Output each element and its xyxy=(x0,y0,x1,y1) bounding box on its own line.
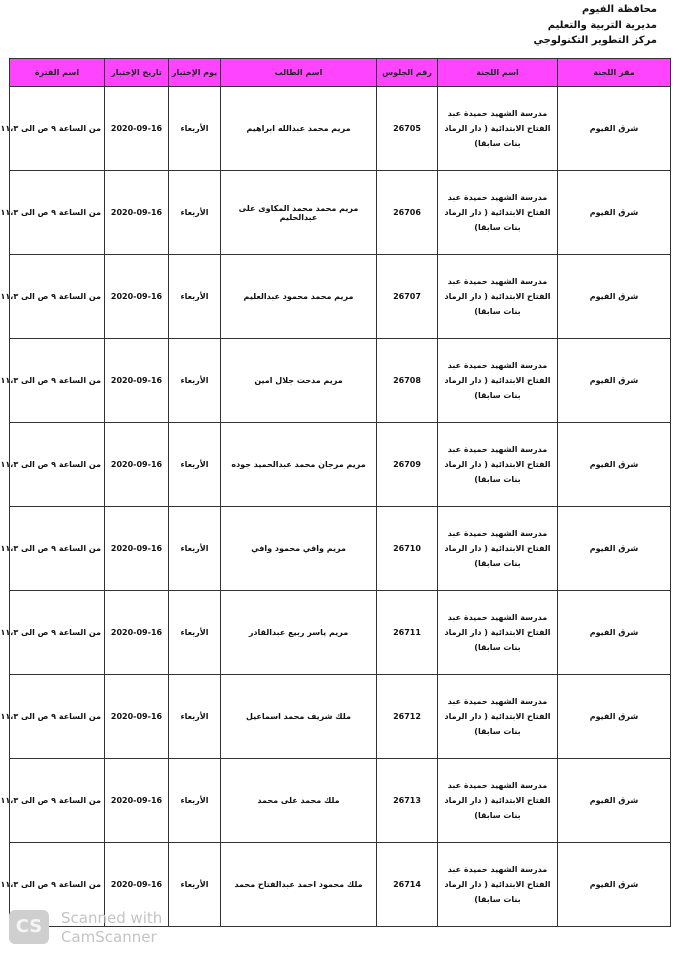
center-cell: مدرسة الشهيد حميدة عبد الفتاح الابتدائية ( دار الرماد بنات سابقا) xyxy=(438,339,558,423)
seat-number-cell: 26709 xyxy=(377,423,438,507)
table-row xyxy=(10,759,671,843)
seat-number-cell: 26714 xyxy=(377,843,438,927)
student-name-cell: مريم مرجان محمد عبدالحميد جوده xyxy=(221,423,377,507)
table-row xyxy=(10,423,671,507)
governorate-title: محافظة الفيوم xyxy=(581,4,657,15)
exam-day-cell: الأربعاء xyxy=(169,507,221,591)
period-cell: من الساعة ۹ ص الى ۱۱،۳ xyxy=(10,339,105,423)
exam-day-cell: الأربعاء xyxy=(169,675,221,759)
exam-date-cell: 2020-09-16 xyxy=(105,759,169,843)
period-cell: من الساعة ۹ ص الى ۱۱،۳ xyxy=(10,423,105,507)
seat-number-cell: 26706 xyxy=(377,171,438,255)
exam-date-cell: 2020-09-16 xyxy=(105,591,169,675)
exam-date-cell: 2020-09-16 xyxy=(105,675,169,759)
period-cell: من الساعة ۹ ص الى ۱۱،۳ xyxy=(10,675,105,759)
period-cell: من الساعة ۹ ص الى ۱۱،۳ xyxy=(10,171,105,255)
student-name-cell: ملك محمد على محمد xyxy=(221,759,377,843)
table-row xyxy=(10,171,671,255)
exam-day-cell: الأربعاء xyxy=(169,171,221,255)
region-cell: شرق الفيوم xyxy=(558,171,671,255)
seat-number-cell: 26710 xyxy=(377,507,438,591)
table-body xyxy=(0,87,671,927)
center-cell: مدرسة الشهيد حميدة عبد الفتاح الابتدائية ( دار الرماد بنات سابقا) xyxy=(438,591,558,675)
center-cell: مدرسة الشهيد حميدة عبد الفتاح الابتدائية ( دار الرماد بنات سابقا) xyxy=(438,87,558,171)
exam-date-cell: 2020-09-16 xyxy=(105,843,169,927)
watermark-line2: CamScanner xyxy=(61,928,157,946)
watermark-line1: Scanned with xyxy=(61,909,163,927)
table-row xyxy=(10,675,671,759)
center-cell: مدرسة الشهيد حميدة عبد الفتاح الابتدائية ( دار الرماد بنات سابقا) xyxy=(438,843,558,927)
region-cell: شرق الفيوم xyxy=(558,255,671,339)
exam-date-cell: 2020-09-16 xyxy=(105,255,169,339)
document-header xyxy=(357,2,657,49)
exam-day-cell: الأربعاء xyxy=(169,591,221,675)
table-row xyxy=(10,507,671,591)
student-name-cell: ملك شريف محمد اسماعيل xyxy=(221,675,377,759)
region-cell: شرق الفيوم xyxy=(558,339,671,423)
col-header-day: يوم الإختبار xyxy=(169,59,221,87)
seat-number-cell: 26707 xyxy=(377,255,438,339)
period-cell: من الساعة ۹ ص الى ۱۱،۳ xyxy=(10,87,105,171)
seat-number-cell: 26705 xyxy=(377,87,438,171)
table-row xyxy=(10,87,671,171)
seat-number-cell: 26712 xyxy=(377,675,438,759)
seat-number-cell: 26708 xyxy=(377,339,438,423)
period-cell: من الساعة ۹ ص الى ۱۱،۳ xyxy=(10,507,105,591)
exam-date-cell: 2020-09-16 xyxy=(105,423,169,507)
exam-day-cell: الأربعاء xyxy=(169,339,221,423)
exam-date-cell: 2020-09-16 xyxy=(105,171,169,255)
exam-day-cell: الأربعاء xyxy=(169,843,221,927)
center-cell: مدرسة الشهيد حميدة عبد الفتاح الابتدائية ( دار الرماد بنات سابقا) xyxy=(438,423,558,507)
col-header-student: اسم الطالب xyxy=(221,59,377,87)
exam-day-cell: الأربعاء xyxy=(169,759,221,843)
center-cell: مدرسة الشهيد حميدة عبد الفتاح الابتدائية ( دار الرماد بنات سابقا) xyxy=(438,255,558,339)
period-cell: من الساعة ۹ ص الى ۱۱،۳ xyxy=(10,591,105,675)
exam-day-cell: الأربعاء xyxy=(169,255,221,339)
col-header-seat: رقم الجلوس xyxy=(377,59,438,87)
exam-day-cell: الأربعاء xyxy=(169,423,221,507)
exam-date-cell: 2020-09-16 xyxy=(105,87,169,171)
center-cell: مدرسة الشهيد حميدة عبد الفتاح الابتدائية ( دار الرماد بنات سابقا) xyxy=(438,759,558,843)
center-cell: مدرسة الشهيد حميدة عبد الفتاح الابتدائية ( دار الرماد بنات سابقا) xyxy=(438,675,558,759)
table-header-row xyxy=(10,59,671,87)
exam-day-cell: الأربعاء xyxy=(169,87,221,171)
region-cell: شرق الفيوم xyxy=(558,87,671,171)
center-cell: مدرسة الشهيد حميدة عبد الفتاح الابتدائية ( دار الرماد بنات سابقا) xyxy=(438,507,558,591)
region-cell: شرق الفيوم xyxy=(558,759,671,843)
center-title: مركز التطوير التكنولوجي xyxy=(533,35,657,46)
period-cell: من الساعة ۹ ص الى ۱۱،۳ xyxy=(10,255,105,339)
student-name-cell: ملك محمود احمد عبدالفتاح محمد xyxy=(221,843,377,927)
seat-number-cell: 26711 xyxy=(377,591,438,675)
region-cell: شرق الفيوم xyxy=(558,675,671,759)
exam-date-cell: 2020-09-16 xyxy=(105,507,169,591)
period-cell: من الساعة ۹ ص الى ۱۱،۳ xyxy=(10,843,105,927)
camscanner-watermark xyxy=(9,908,209,948)
student-name-cell: مريم وافي محمود وافي xyxy=(221,507,377,591)
col-header-region: مقر اللجنة xyxy=(558,59,671,87)
region-cell: شرق الفيوم xyxy=(558,423,671,507)
region-cell: شرق الفيوم xyxy=(558,507,671,591)
student-name-cell: مريم مدحت جلال امين xyxy=(221,339,377,423)
student-name-cell: مريم محمد محمود عبدالعليم xyxy=(221,255,377,339)
table-row xyxy=(10,255,671,339)
region-cell: شرق الفيوم xyxy=(558,591,671,675)
exam-date-cell: 2020-09-16 xyxy=(105,339,169,423)
table-row xyxy=(10,339,671,423)
student-name-cell: مريم ياسر ربيع عبدالقادر xyxy=(221,591,377,675)
table-row xyxy=(10,591,671,675)
camscanner-logo-icon: CS xyxy=(9,910,49,944)
center-cell: مدرسة الشهيد حميدة عبد الفتاح الابتدائية ( دار الرماد بنات سابقا) xyxy=(438,171,558,255)
period-cell: من الساعة ۹ ص الى ۱۱،۳ xyxy=(10,759,105,843)
seat-number-cell: 26713 xyxy=(377,759,438,843)
col-header-center: اسم اللجنة xyxy=(438,59,558,87)
exam-schedule-table xyxy=(0,58,671,927)
col-header-date: تاريخ الإختبار xyxy=(105,59,169,87)
student-name-cell: مريم محمد محمد المكاوى على عبدالحليم xyxy=(221,171,377,255)
directorate-title: مديرية التربية والتعليم xyxy=(547,19,657,31)
student-name-cell: مريم محمد عبدالله ابراهيم xyxy=(221,87,377,171)
col-header-period: اسم الفترة xyxy=(10,59,105,87)
region-cell: شرق الفيوم xyxy=(558,843,671,927)
